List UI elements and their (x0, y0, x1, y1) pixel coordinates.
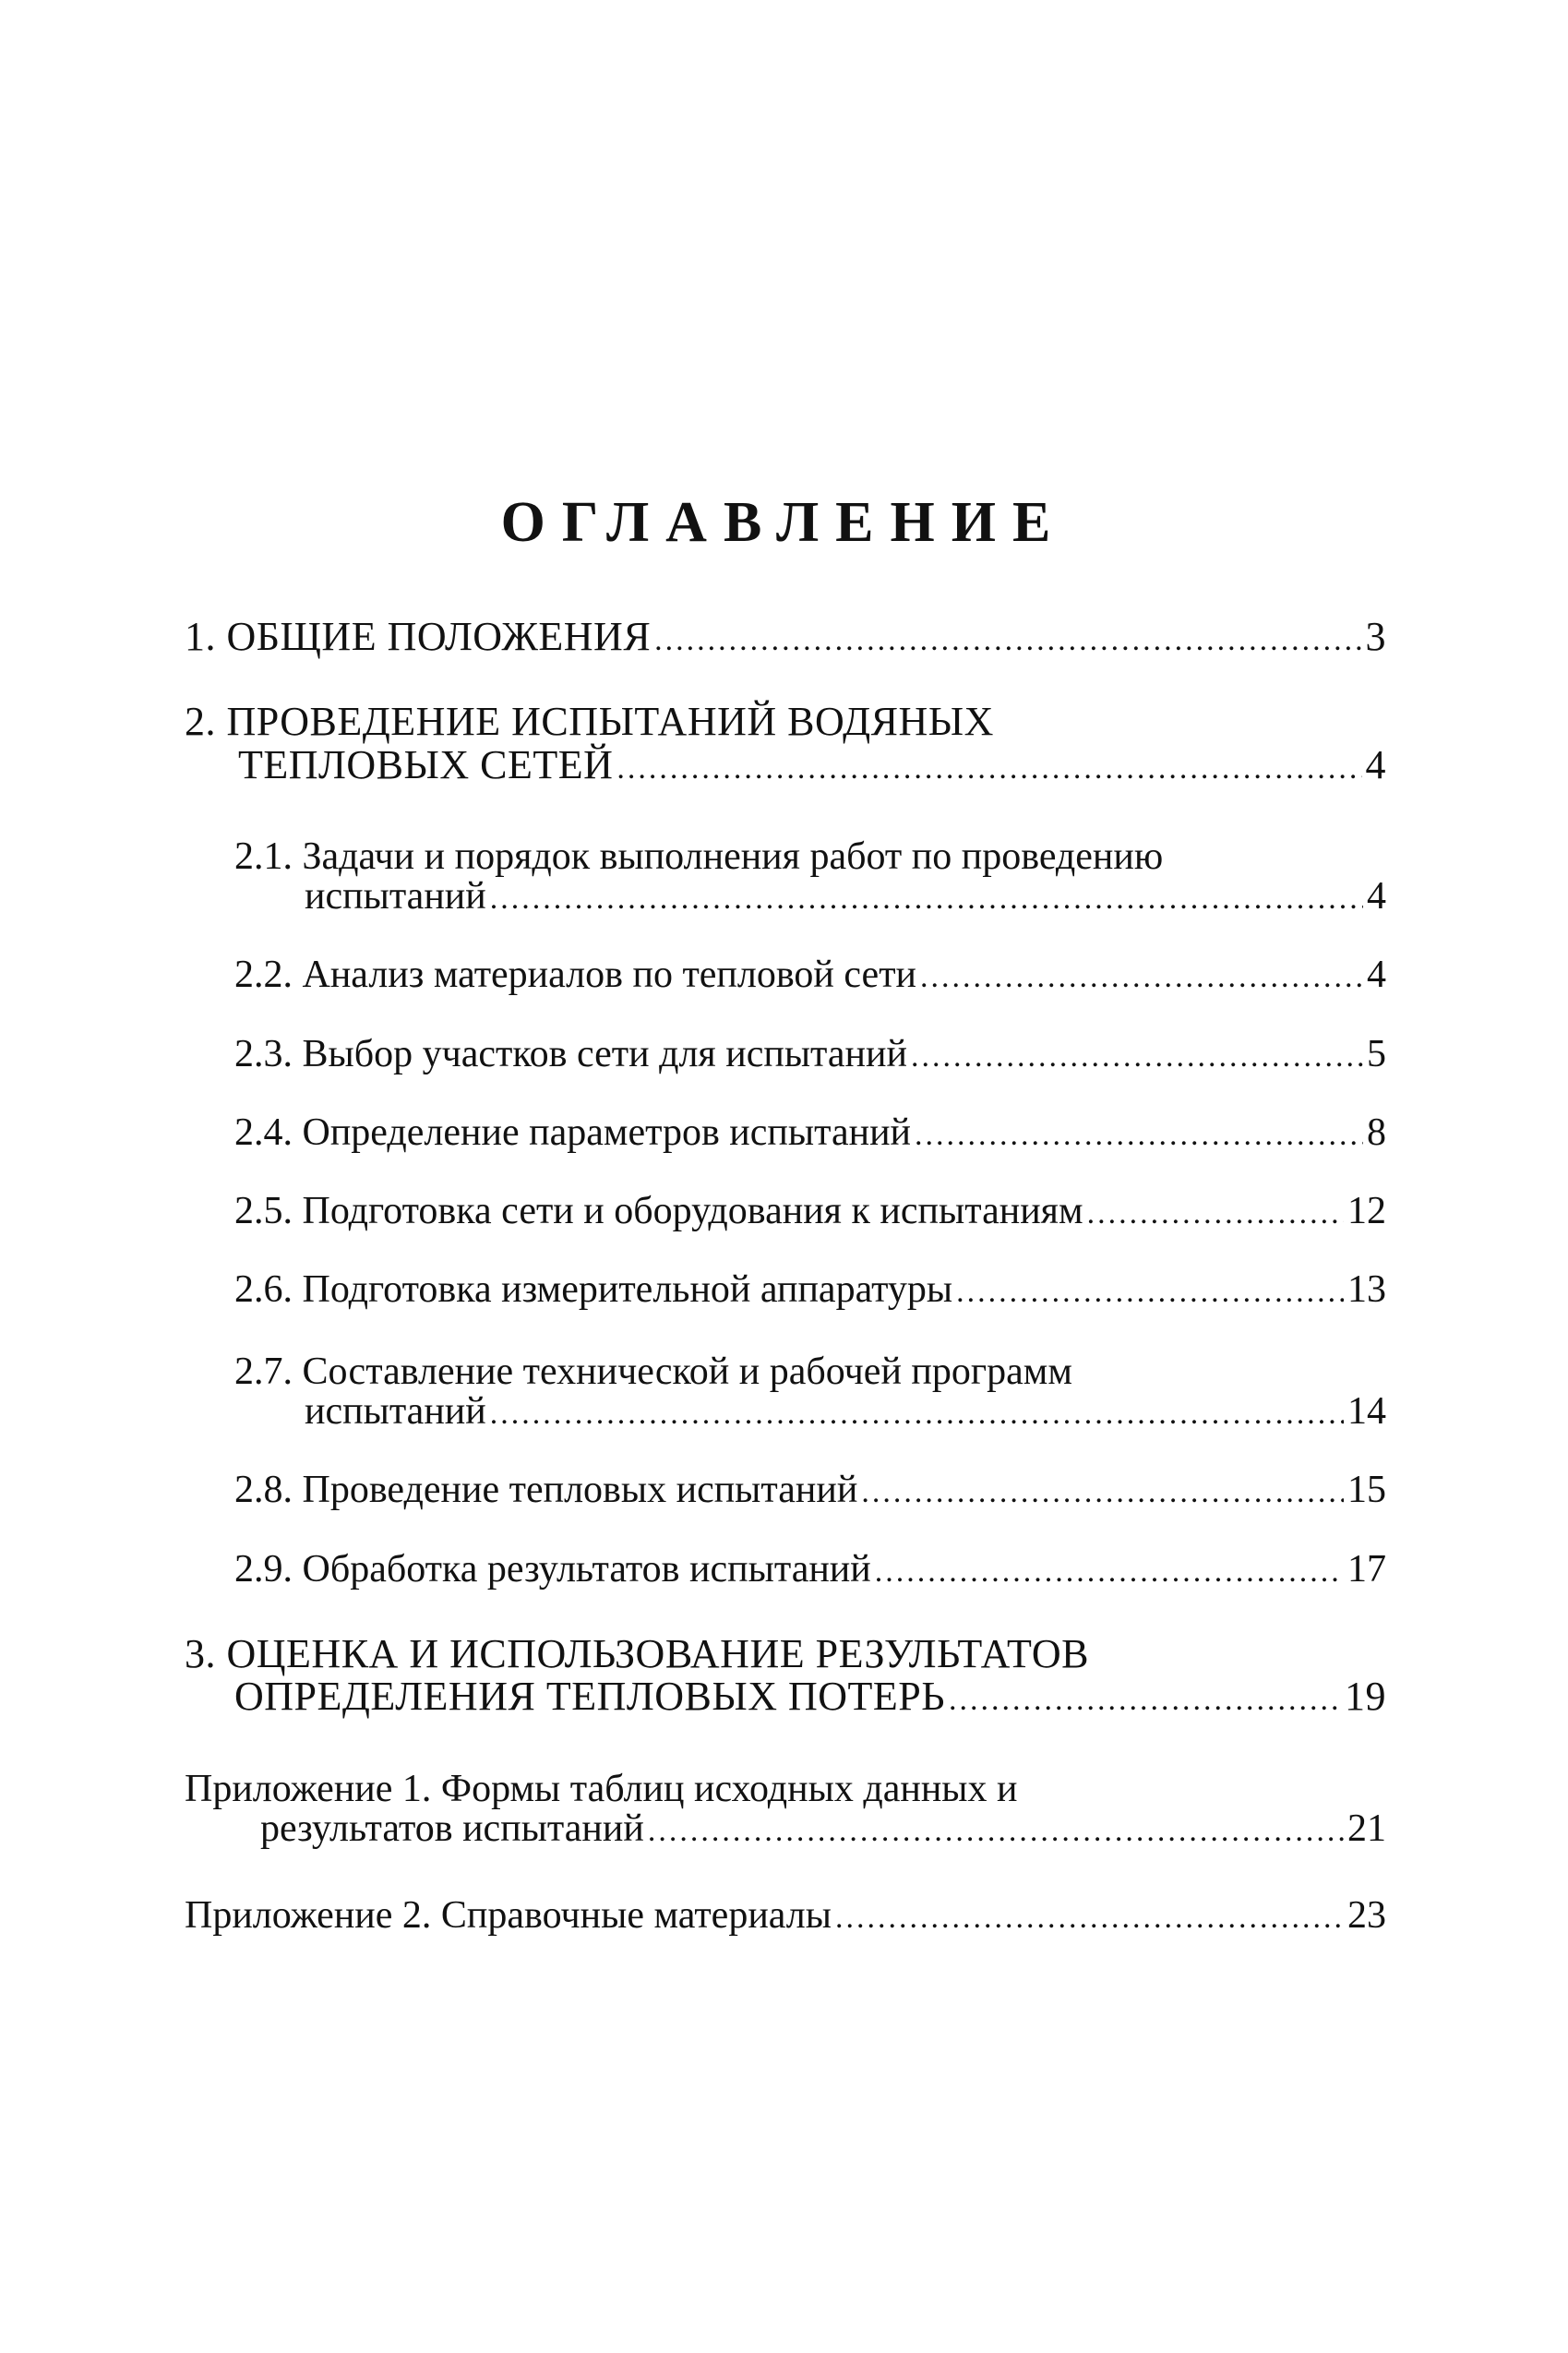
toc-entry-page: 8 (1367, 1111, 1386, 1154)
leader-dots (490, 875, 1363, 923)
leader-dots (915, 1111, 1363, 1159)
toc-entry (234, 1109, 1386, 1159)
leader-dots (911, 1033, 1363, 1081)
toc-entry-text: результатов испытаний (260, 1807, 644, 1850)
leader-dots (875, 1548, 1344, 1596)
toc-entry-text: испытаний (305, 1390, 486, 1433)
toc-entry (234, 1545, 1386, 1596)
toc-entry (238, 741, 1386, 793)
toc-entry-text: 2.3. Выбор участков сети для испытаний (234, 1033, 907, 1075)
toc-entry (185, 613, 1386, 665)
toc-entry-text: 2.2. Анализ материалов по тепловой сети (234, 954, 917, 996)
toc-entry-text: Приложение 2. Справочные материалы (185, 1894, 832, 1937)
toc-entry (234, 1187, 1386, 1238)
toc-entry-page: 12 (1347, 1190, 1386, 1232)
toc-entry-page: 17 (1347, 1548, 1386, 1591)
toc-entry (260, 1805, 1386, 1855)
toc-entry-text: 2.4. Определение параметров испытаний (234, 1111, 912, 1154)
toc-entry-line1: 3. ОЦЕНКА И ИСПОЛЬЗОВАНИЕ РЕЗУЛЬТАТОВ (185, 1631, 1089, 1676)
toc-entry-page: 19 (1345, 1674, 1386, 1719)
toc-entry-page: 21 (1347, 1807, 1386, 1850)
toc-entry-page: 4 (1365, 742, 1386, 787)
toc-title: ОГЛАВЛЕНИЕ (500, 491, 1068, 554)
toc-entry (234, 1266, 1386, 1316)
toc-entry-page: 5 (1367, 1033, 1386, 1075)
toc-entry (305, 1387, 1386, 1438)
toc-entry (234, 951, 1386, 1002)
toc-entry (185, 1891, 1386, 1942)
toc-entry-page: 3 (1365, 614, 1386, 659)
leader-dots (956, 1268, 1344, 1316)
toc-entry (234, 1030, 1386, 1081)
toc-entry-text: 2.6. Подготовка измерительной аппаратуры (234, 1268, 953, 1311)
leader-dots (648, 1807, 1344, 1855)
toc-entry-text: ТЕПЛОВЫХ СЕТЕЙ (238, 742, 614, 787)
leader-dots (835, 1894, 1344, 1942)
toc-entry-page: 15 (1347, 1469, 1386, 1511)
leader-dots (861, 1469, 1344, 1517)
toc-entry-page: 4 (1367, 954, 1386, 996)
toc-entry (234, 1673, 1386, 1724)
leader-dots (949, 1676, 1341, 1724)
toc-entry-line1: 2. ПРОВЕДЕНИЕ ИСПЫТАНИЙ ВОДЯНЫХ (185, 699, 994, 744)
toc-entry-text: ОПРЕДЕЛЕНИЯ ТЕПЛОВЫХ ПОТЕРЬ (234, 1674, 946, 1719)
toc-entry-page: 23 (1347, 1894, 1386, 1937)
toc-entry-text: 1. ОБЩИЕ ПОЛОЖЕНИЯ (185, 614, 652, 659)
toc-entry-text: 2.8. Проведение тепловых испытаний (234, 1469, 858, 1511)
leader-dots (1087, 1190, 1344, 1238)
leader-dots (654, 617, 1361, 665)
toc-entry (305, 872, 1386, 923)
leader-dots (490, 1390, 1344, 1438)
leader-dots (616, 745, 1361, 793)
toc-entry-line1: Приложение 1. Формы таблиц исходных данных и (185, 1768, 1018, 1810)
toc-entry-line1: 2.7. Составление технической и рабочей программ (234, 1351, 1072, 1393)
toc-entry (234, 1466, 1386, 1517)
toc-entry-page: 13 (1347, 1268, 1386, 1311)
toc-entry-page: 14 (1347, 1390, 1386, 1433)
leader-dots (920, 954, 1363, 1002)
toc-entry-text: 2.9. Обработка результатов испытаний (234, 1548, 871, 1591)
toc-entry-text: 2.5. Подготовка сети и оборудования к испытаниям (234, 1190, 1083, 1232)
toc-entry-page: 4 (1367, 875, 1386, 918)
toc-entry-line1: 2.1. Задачи и порядок выполнения работ по проведению (234, 835, 1164, 878)
toc-entry-text: испытаний (305, 875, 486, 918)
